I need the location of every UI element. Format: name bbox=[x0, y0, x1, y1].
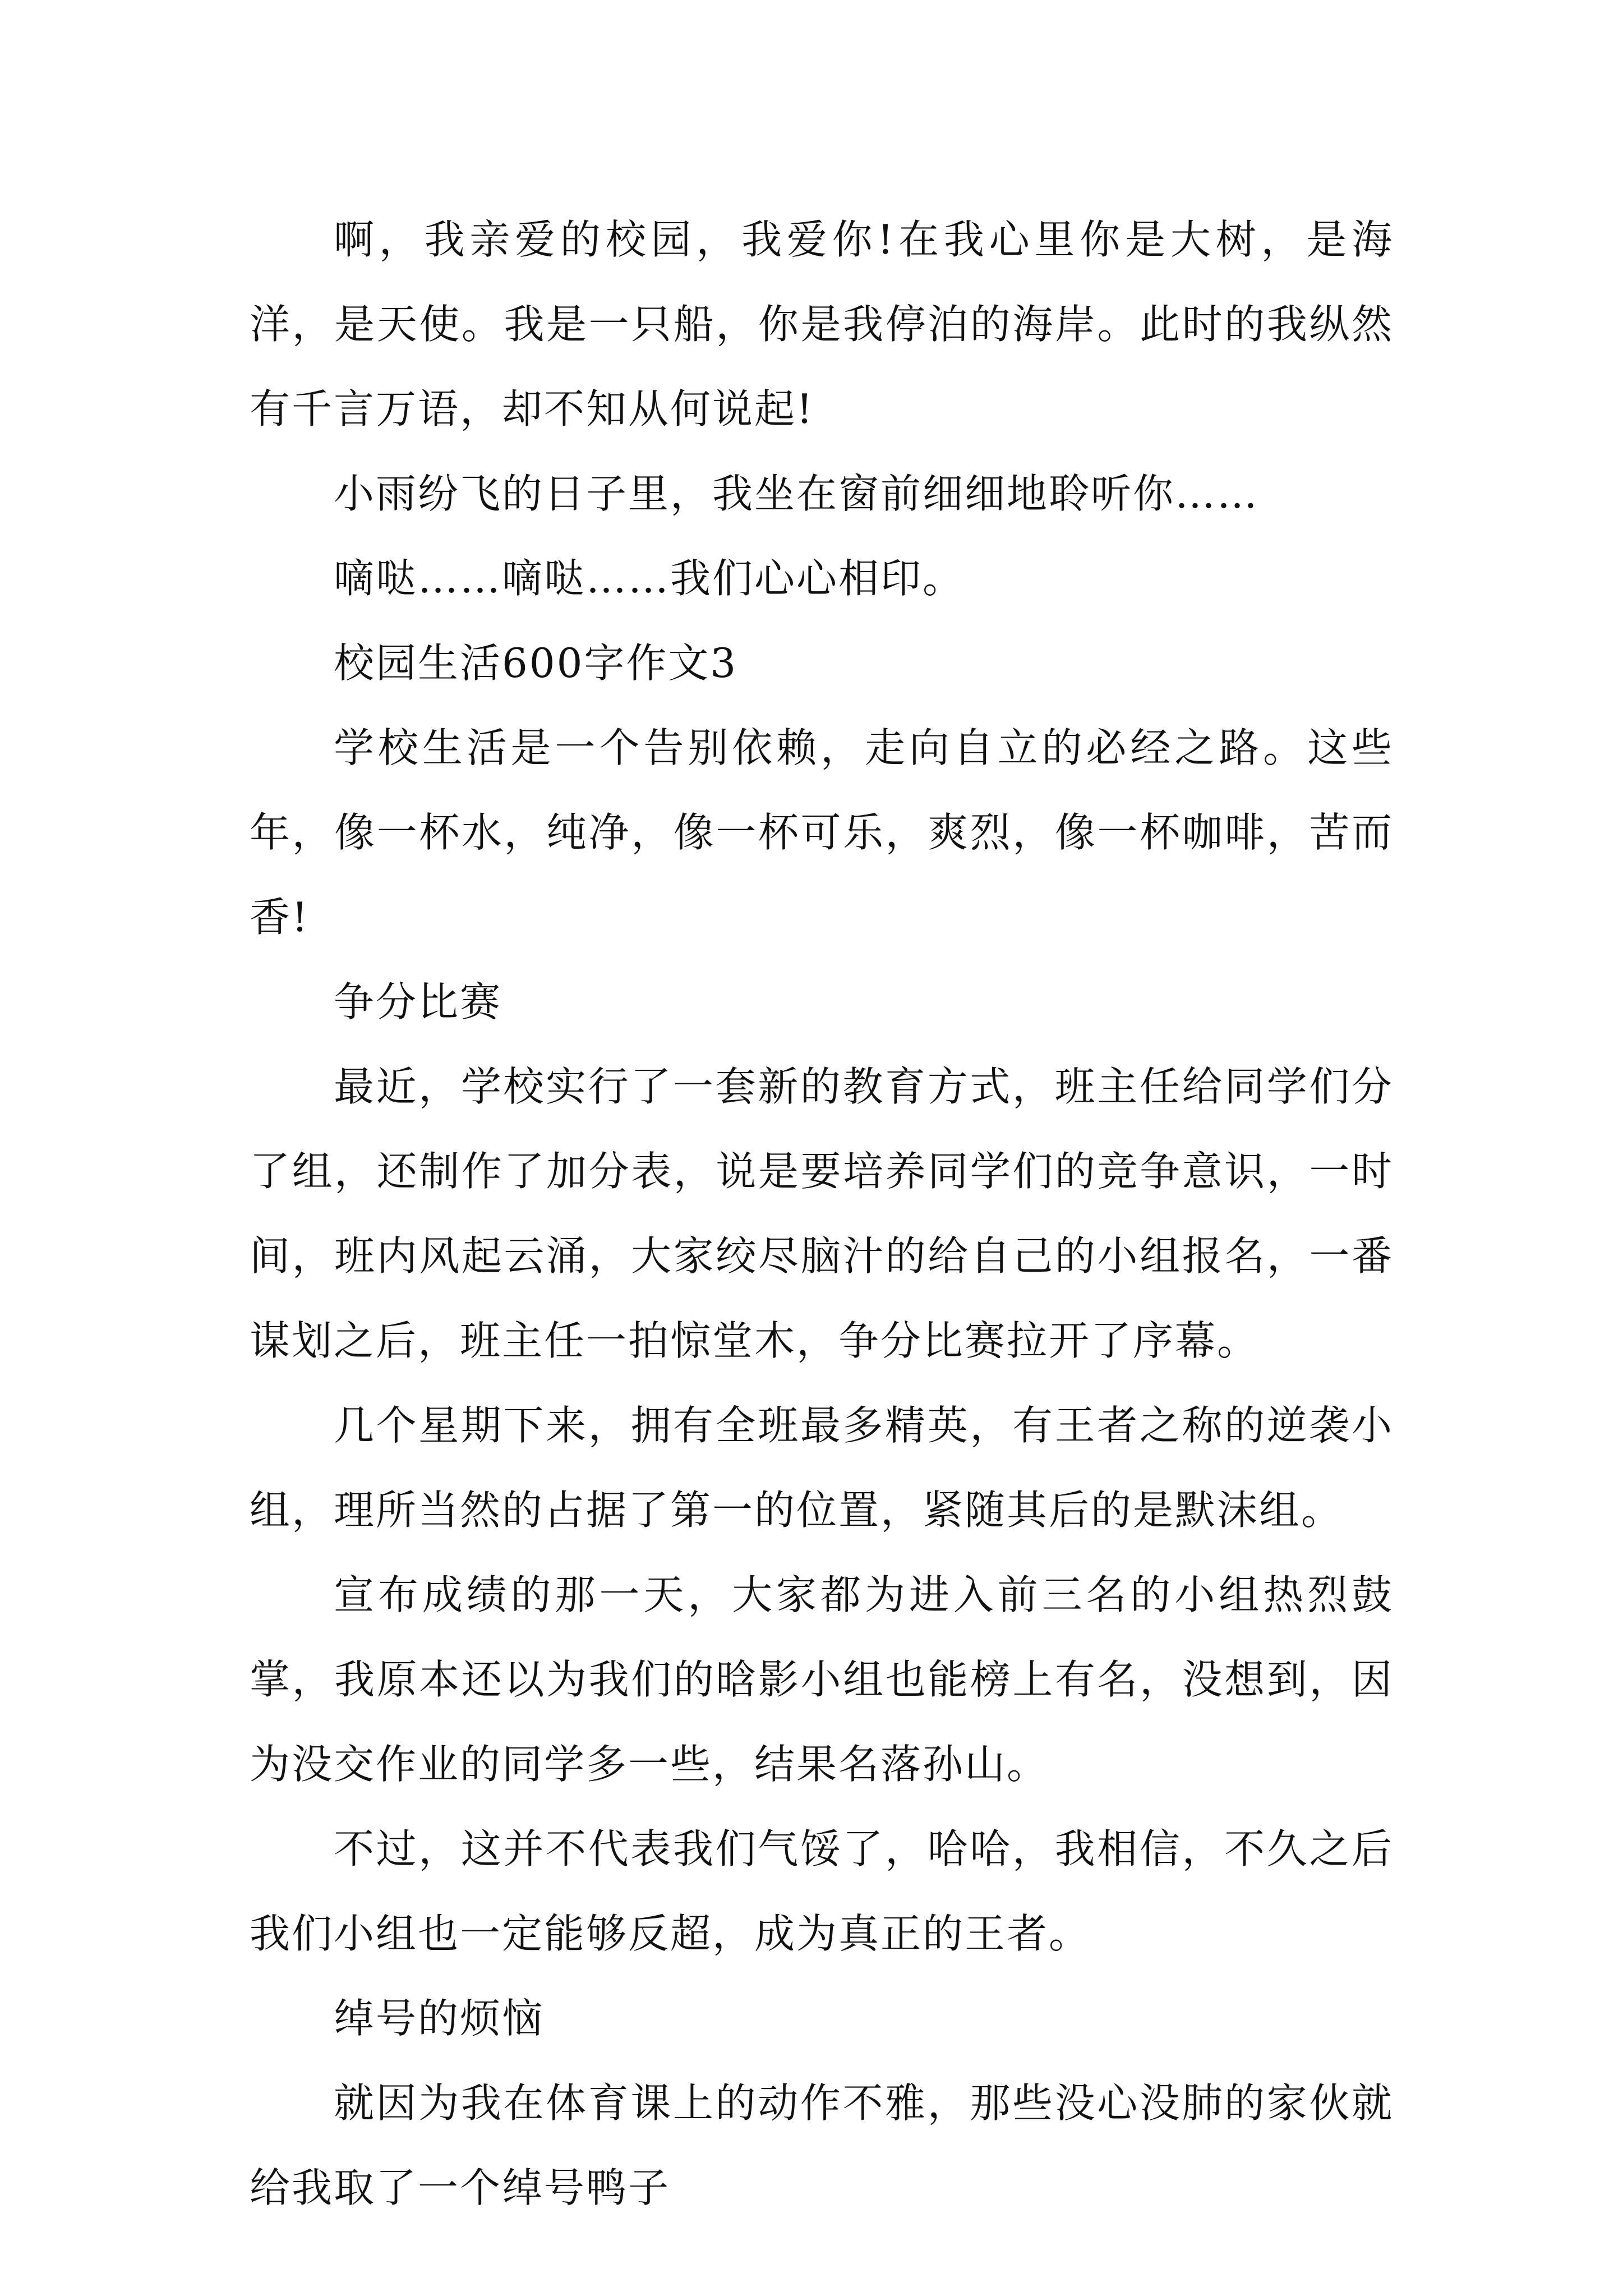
paragraph-12: 就因为我在体育课上的动作不雅，那些没心没肺的家伙就给我取了一个绰号鸭子 bbox=[250, 2079, 1394, 2211]
document-body bbox=[250, 197, 1394, 2230]
paragraph-5: 学校生活是一个告别依赖，走向自立的必经之路。这些年，像一杯水，纯净，像一杯可乐，爽烈，像一杯咖啡，苦而香! bbox=[250, 724, 1394, 941]
subheading-competition: 争分比赛 bbox=[334, 978, 502, 1025]
paragraph-8: 几个星期下来，拥有全班最多精英，有王者之称的逆袭小组，理所当然的占据了第一的位置，紧随其后的是默沫组。 bbox=[250, 1402, 1394, 1534]
paragraph-7: 最近，学校实行了一套新的教育方式，班主任给同学们分了组，还制作了加分表，说是要培养同学们的竞争意识，一时间，班内风起云涌，大家绞尽脑汁的给自己的小组报名，一番谋划之后，班主任一拍惊堂木，争分比赛拉开了序幕。 bbox=[250, 1063, 1394, 1364]
paragraph-2: 小雨纷飞的日子里，我坐在窗前细细地聆听你…… bbox=[334, 470, 1260, 517]
paragraph-9: 宣布成绩的那一天，大家都为进入前三名的小组热烈鼓掌，我原本还以为我们的晗影小组也能榜上有名，没想到，因为没交作业的同学多一些，结果名落孙山。 bbox=[250, 1571, 1394, 1788]
paragraph-3: 嘀哒……嘀哒……我们心心相印。 bbox=[334, 555, 965, 602]
paragraph-10: 不过，这并不代表我们气馁了，哈哈，我相信，不久之后我们小组也一定能够反超，成为真正的王者。 bbox=[250, 1825, 1394, 1957]
section-heading-essay-3: 校园生活600字作文3 bbox=[334, 639, 738, 687]
paragraph-1: 啊，我亲爱的校园，我爱你!在我心里你是大树，是海洋，是天使。我是一只船，你是我停泊的海岸。此时的我纵然有千言万语，却不知从何说起! bbox=[250, 216, 1394, 432]
subheading-nickname: 绰号的烦恼 bbox=[334, 1995, 545, 2042]
